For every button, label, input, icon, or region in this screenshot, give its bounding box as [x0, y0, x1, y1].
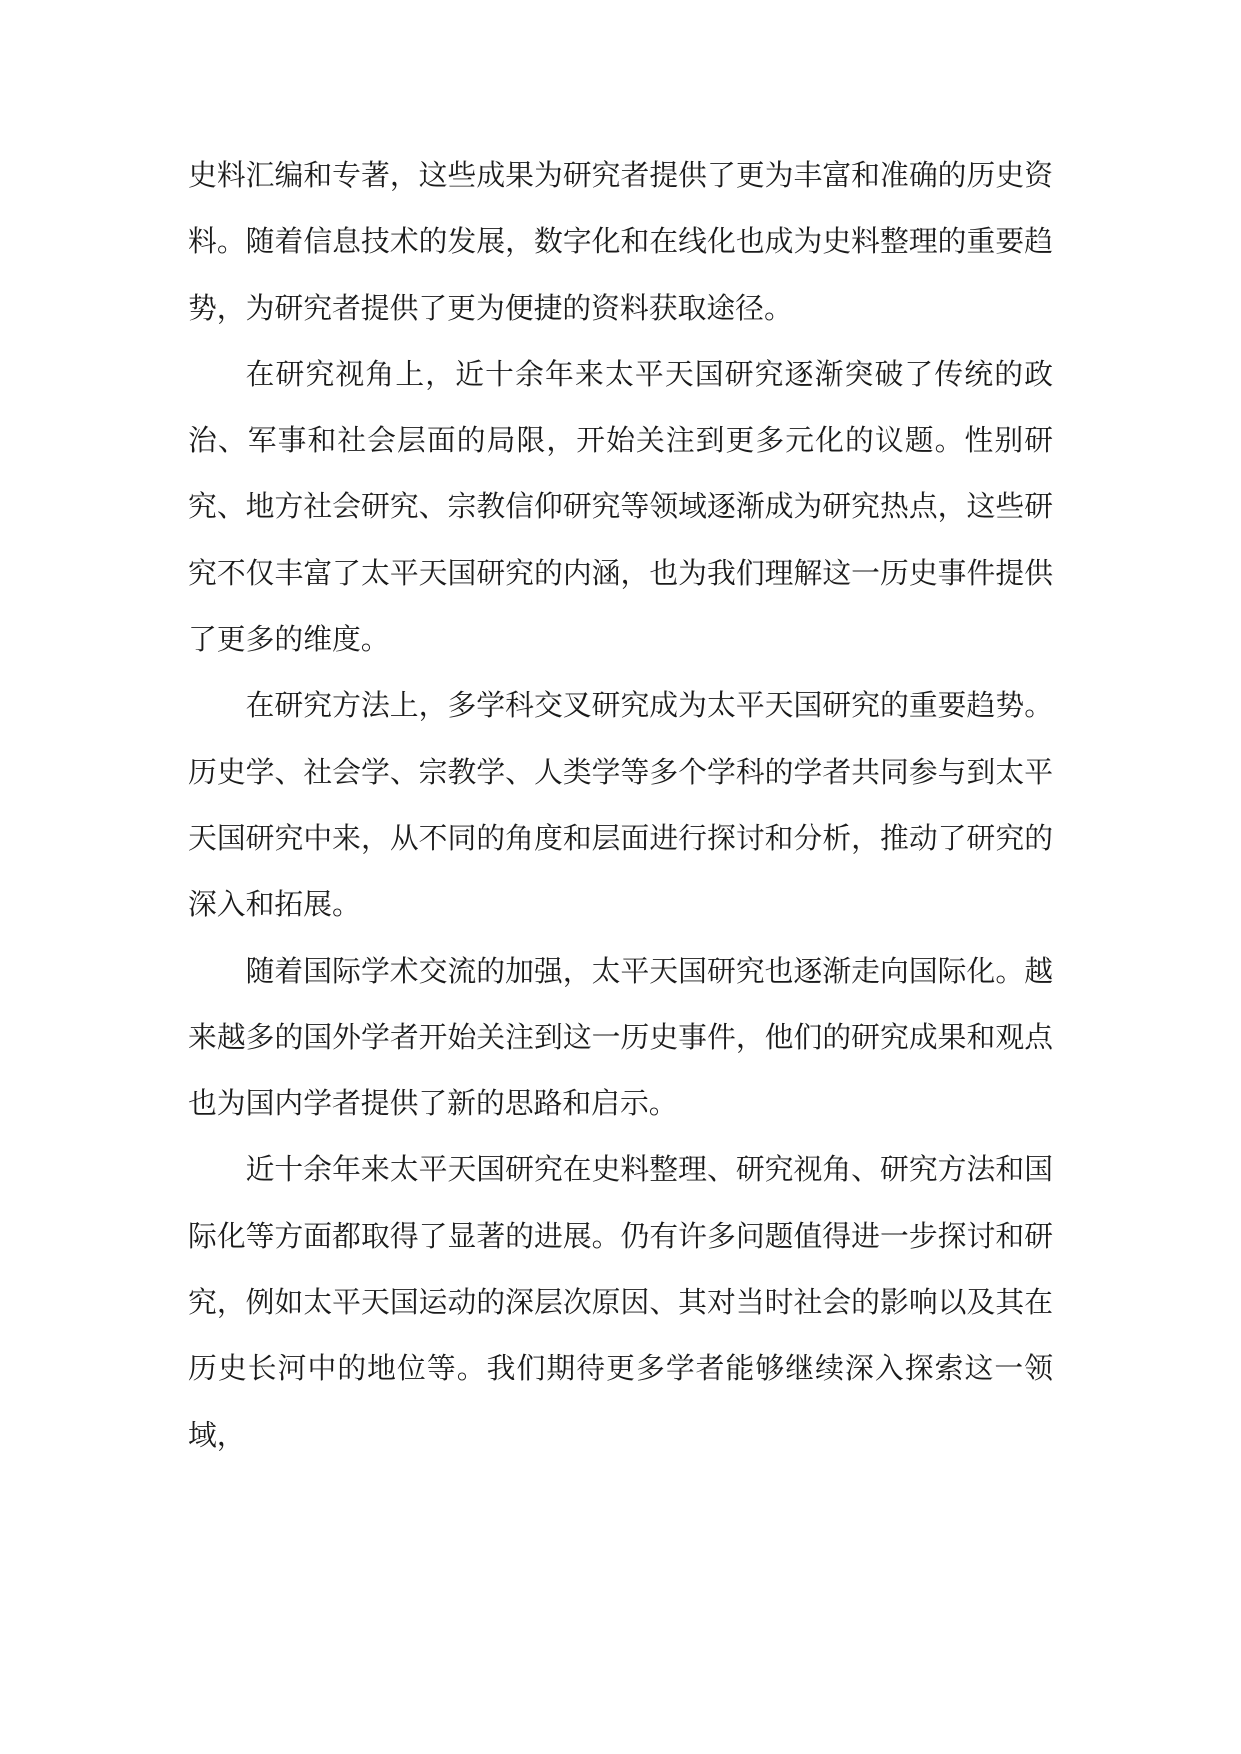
paragraph-continuation: 史料汇编和专著，这些成果为研究者提供了更为丰富和准确的历史资料。随着信息技术的发展，数字化和在线化也成为史料整理的重要趋势，为研究者提供了更为便捷的资料获取途径。 [188, 158, 1053, 325]
paragraph-internationalization: 随着国际学术交流的加强，太平天国研究也逐渐走向国际化。越来越多的国外学者开始关注到这一历史事件，他们的研究成果和观点也为国内学者提供了新的思路和启示。 [188, 953, 1053, 1121]
paragraph-research-perspective: 在研究视角上，近十余年来太平天国研究逐渐突破了传统的政治、军事和社会层面的局限，开始关注到更多元化的议题。性别研究、地方社会研究、宗教信仰研究等领域逐渐成为研究热点，这些研究不仅丰富了太平天国研究的内涵，也为我们理解这一历史事件提供了更多的维度。 [188, 356, 1053, 657]
body-text [188, 142, 1053, 1468]
paragraph-research-methods: 在研究方法上，多学科交叉研究成为太平天国研究的重要趋势。历史学、社会学、宗教学、人类学等多个学科的学者共同参与到太平天国研究中来，从不同的角度和层面进行探讨和分析，推动了研究的深入和拓展。 [188, 688, 1053, 922]
paragraph-conclusion: 近十余年来太平天国研究在史料整理、研究视角、研究方法和国际化等方面都取得了显著的进展。仍有许多问题值得进一步探讨和研究，例如太平天国运动的深层次原因、其对当时社会的影响以及其在历史长河中的地位等。我们期待更多学者能够继续深入探索这一领域， [188, 1152, 1053, 1452]
